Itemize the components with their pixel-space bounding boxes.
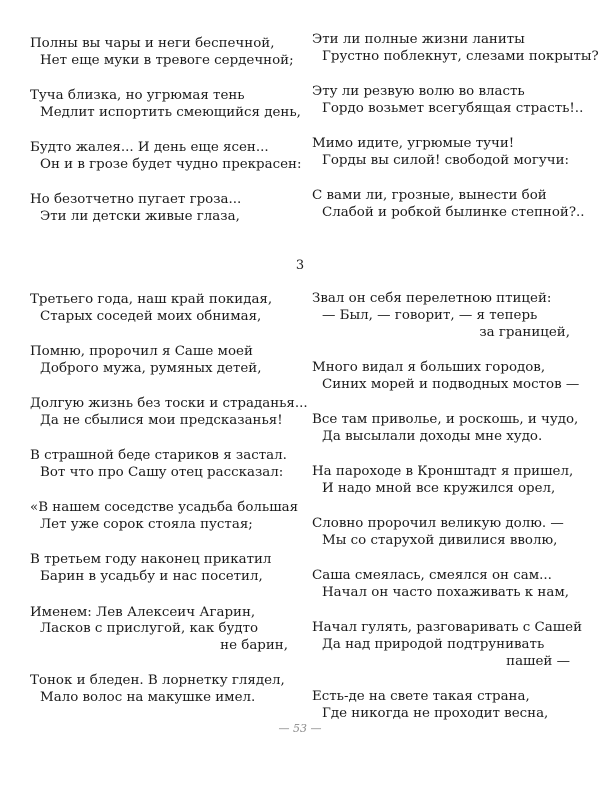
verse-line: Ласков с прислугой, как будто	[40, 621, 259, 637]
verse-line: Мы со старухой дивилися вволю,	[322, 532, 558, 548]
verse-line: Звал он себя перелетною птицей:	[312, 291, 552, 306]
stanza	[312, 291, 574, 341]
stanza	[312, 620, 583, 670]
verse-line: Словно пророчил великую долю. —	[312, 516, 564, 532]
verse-line: Да высылали доходы мне худо.	[322, 428, 543, 444]
poem-bottom-left-column	[30, 292, 308, 726]
verse-line: Туча близка, но угрюмая тень	[30, 88, 245, 104]
verse-line: Помню, пророчил я Саше моей	[30, 344, 253, 360]
section-number: 3	[295, 258, 305, 273]
verse-line: Да не сбылися мои предсказанья!	[40, 412, 283, 428]
stanza	[312, 136, 574, 170]
verse-line: Полны вы чары и неги беспечной,	[30, 36, 275, 51]
stanza	[312, 464, 574, 498]
stanza	[30, 344, 292, 378]
stanza	[312, 411, 579, 446]
verse-line: Барин в усадьбу и нас посетил,	[40, 569, 263, 585]
stanza	[312, 689, 574, 723]
verse-line: Медлит испортить смеющийся день,	[40, 104, 301, 120]
verse-line: Все там приволье, и роскошь, и чудо,	[312, 411, 579, 427]
verse-line: Доброго мужа, румяных детей,	[40, 360, 262, 376]
verse-line: Начал он часто похаживать к нам,	[322, 585, 570, 601]
verse-line: — Был, — говорит, — я теперь	[322, 307, 538, 323]
verse-line: Долгую жизнь без тоски и страданья...	[30, 396, 308, 412]
stanza	[30, 396, 308, 430]
verse-line: Лет уже сорок стояла пустая;	[40, 517, 253, 533]
poem-bottom-right-column	[312, 291, 583, 741]
verse-line: На пароходе в Кронштадт я пришел,	[312, 464, 574, 480]
verse-line: В страшной беде стариков я застал.	[30, 448, 287, 464]
verse-line: Старых соседей моих обнимая,	[40, 308, 262, 324]
verse-line: Третьего года, наш край покидая,	[30, 292, 273, 307]
verse-line: Вот что про Сашу отец рассказал:	[40, 465, 284, 481]
verse-line: Мимо идите, угрюмые тучи!	[312, 136, 515, 152]
verse-line: С вами ли, грозные, вынести бой	[312, 188, 547, 204]
verse-line: Начал гулять, разговаривать с Сашей	[312, 620, 583, 636]
verse-line: Да над природой подтрунивать	[322, 637, 545, 653]
verse-line: Гордо возьмет всегубящая страсть!..	[322, 100, 584, 116]
verse-line: Эту ли резвую волю во власть	[312, 84, 525, 100]
poem-top-left-column	[30, 36, 302, 244]
verse-line: Но безотчетно пугает гроза...	[30, 192, 242, 208]
verse-line: Тонок и бледен. В лорнетку глядел,	[30, 673, 285, 689]
verse-line: Синих морей и подводных мостов —	[322, 376, 580, 392]
verse-line: Будто жалея... И день еще ясен...	[30, 140, 269, 156]
verse-line: Есть-де на свете такая страна,	[312, 689, 530, 705]
verse-line: Он и в грозе будет чудно прекрасен:	[40, 156, 302, 172]
verse-line: «В нашем соседстве усадьба большая	[30, 500, 299, 516]
page-number: — 53 —	[278, 722, 322, 735]
stanza	[312, 84, 584, 118]
verse-line: Где никогда не проходит весна,	[322, 706, 549, 722]
verse-line: Мало волос на макушке имел.	[40, 690, 256, 706]
verse-line: Эти ли детски живые глаза,	[40, 209, 240, 225]
stanza	[312, 32, 599, 66]
verse-line: Именем: Лев Алексеич Агарин,	[30, 604, 256, 620]
stanza	[312, 568, 574, 602]
stanza	[30, 192, 292, 226]
verse-line: И надо мной все кружился орел,	[322, 480, 556, 496]
stanza	[30, 500, 299, 534]
stanza	[312, 359, 580, 394]
verse-line: Саша смеялась, смеялся он сам...	[312, 568, 552, 584]
stanza	[30, 140, 302, 174]
stanza	[30, 673, 292, 707]
verse-line: за границей,	[479, 324, 570, 340]
verse-line: Нет еще муки в тревоге сердечной;	[40, 52, 294, 68]
poem-top-right-column	[312, 32, 599, 240]
verse-line: Много видал я больших городов,	[312, 359, 546, 375]
verse-line: не барин,	[220, 638, 288, 654]
stanza	[30, 88, 301, 122]
verse-line: пашей —	[506, 653, 570, 669]
stanza	[312, 188, 585, 222]
stanza	[30, 36, 292, 70]
verse-line: Горды вы силой! свободой могучи:	[322, 152, 570, 168]
stanza	[30, 552, 292, 586]
verse-line: Эти ли полные жизни ланиты	[312, 32, 525, 47]
verse-line: Слабой и робкой былинке степной?..	[322, 205, 585, 221]
stanza	[30, 292, 292, 326]
verse-line: В третьем году наконец прикатил	[30, 552, 272, 568]
stanza	[30, 605, 292, 655]
stanza	[312, 516, 574, 550]
stanza	[30, 448, 292, 482]
verse-line: Грустно поблекнут, слезами покрыты?	[322, 48, 599, 64]
